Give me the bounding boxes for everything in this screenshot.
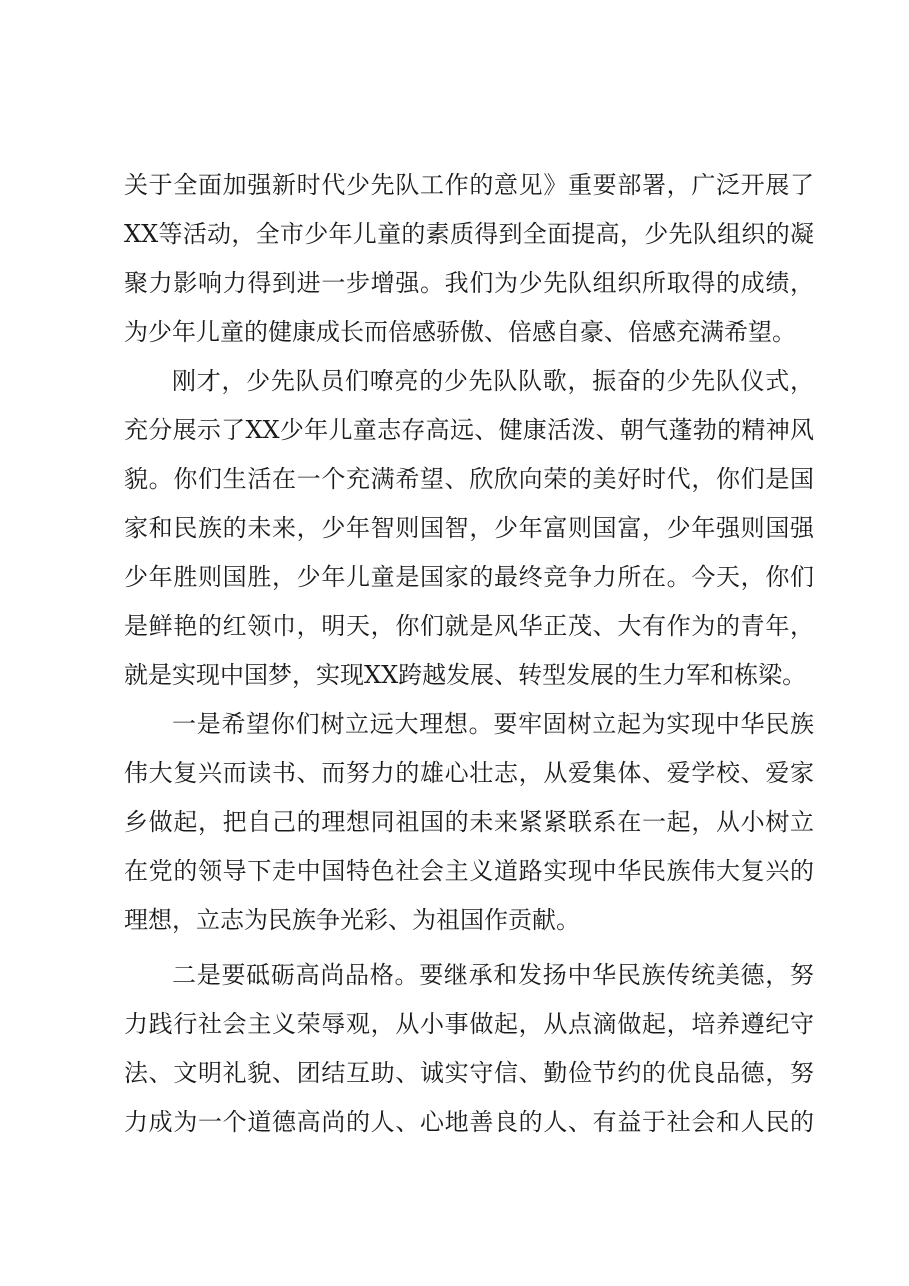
text-line: 在党的领导下走中国特色社会主义道路实现中华民族伟大复兴的 (124, 857, 814, 885)
text-line: 充分展示了XX少年儿童志存高远、健康活泼、朝气蓬勃的精神风 (124, 416, 814, 444)
text-line: 乡做起，把自己的理想同祖国的未来紧紧联系在一起，从小树立 (124, 808, 814, 836)
text-line: 为少年儿童的健康成长而倍感骄傲、倍感自豪、倍感充满希望。 (124, 318, 796, 346)
text-line: 理想，立志为民族争光彩、为祖国作贡献。 (124, 906, 580, 934)
text-line: 关于全面加强新时代少先队工作的意见》重要部署，广泛开展了 (124, 171, 814, 199)
text-line: 伟大复兴而读书、而努力的雄心壮志，从爱集体、爱学校、爱家 (124, 759, 814, 787)
text-line: 一是希望你们树立远大理想。要牢固树立起为实现中华民族 (172, 710, 814, 738)
text-line: 力践行社会主义荣辱观，从小事做起，从点滴做起，培养遵纪守 (124, 1010, 814, 1038)
text-line: 二是要砥砺高尚品格。要继承和发扬中华民族传统美德，努 (172, 961, 814, 989)
text-line: 力成为一个道德高尚的人、心地善良的人、有益于社会和人民的 (124, 1108, 814, 1136)
text-line: 家和民族的未来，少年智则国智，少年富则国富，少年强则国强 (124, 514, 814, 542)
text-line: 刚才，少先队员们嘹亮的少先队队歌，振奋的少先队仪式， (172, 367, 814, 395)
text-line: 貌。你们生活在一个充满希望、欣欣向荣的美好时代，你们是国 (124, 465, 814, 493)
text-line: 聚力影响力得到进一步增强。我们为少先队组织所取得的成绩， (124, 269, 814, 297)
text-line: 是鲜艳的红领巾，明天，你们就是风华正茂、大有作为的青年， (124, 612, 814, 640)
text-line: XX等活动，全市少年儿童的素质得到全面提高，少先队组织的凝 (124, 220, 814, 248)
paragraph-3 (124, 700, 814, 945)
paragraph-1 (124, 161, 814, 357)
paragraph-4 (124, 951, 814, 1147)
text-line: 少年胜则国胜，少年儿童是国家的最终竞争力所在。今天，你们 (124, 563, 814, 591)
paragraph-2 (124, 357, 814, 700)
text-line: 就是实现中国梦，实现XX跨越发展、转型发展的生力军和栋梁。 (124, 661, 807, 689)
text-line: 法、文明礼貌、团结互助、诚实守信、勤俭节约的优良品德，努 (124, 1059, 814, 1087)
body-text (124, 161, 814, 1147)
